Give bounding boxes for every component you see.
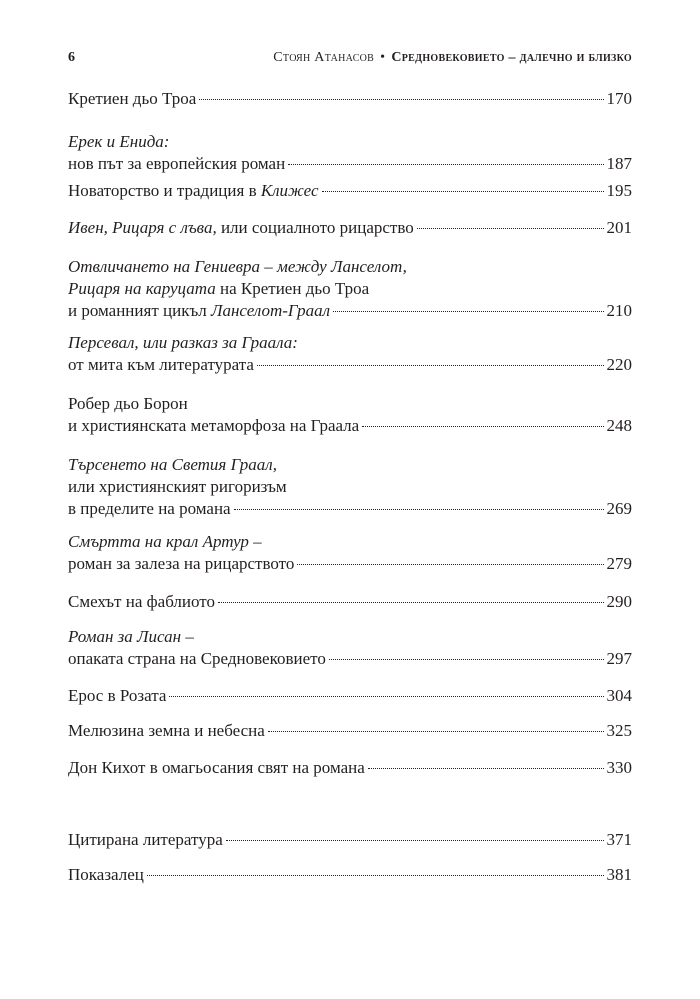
italic-title-segment: Персевал, или разказ за Граала:: [68, 333, 298, 352]
title-segment: в пределите на романа: [68, 499, 231, 518]
toc-entry-title: [68, 591, 215, 613]
toc-page-number: 279: [606, 554, 632, 573]
toc-entry[interactable]: [68, 131, 632, 175]
toc-entry-last-line: [68, 685, 632, 707]
toc-page-number: 210: [606, 301, 632, 320]
toc-entry-title: [68, 648, 326, 670]
running-head-title: [273, 50, 632, 66]
toc-entry-title: [68, 300, 330, 322]
title-segment: от мита към литературата: [68, 355, 254, 374]
toc-entry-title: [68, 180, 319, 202]
title-segment: Смехът на фаблиото: [68, 592, 215, 611]
toc-entry-title: [68, 498, 231, 520]
toc-entry-line: [68, 256, 632, 278]
toc-entry-last-line: [68, 217, 632, 239]
italic-title-segment: Ивен, Рицаря с лъва,: [68, 218, 217, 237]
toc-entry-title: [68, 217, 414, 239]
toc-entry[interactable]: [68, 454, 632, 520]
dot-leader: [329, 659, 604, 660]
toc-entry-line: [68, 393, 632, 415]
toc-entry[interactable]: [68, 591, 632, 613]
title-segment: Робер дьо Борон: [68, 394, 188, 413]
toc-entry-line: [68, 476, 632, 498]
toc-entry-last-line: [68, 415, 632, 437]
italic-title-segment: Търсенето на Светия Граал,: [68, 455, 277, 474]
toc-entry-last-line: [68, 153, 632, 175]
toc-page-number: 201: [606, 218, 632, 237]
book-title: Средновековието – далечно и близко: [391, 50, 632, 65]
toc-entry-last-line: [68, 498, 632, 520]
toc-entry[interactable]: [68, 685, 632, 707]
toc-entry-title: [68, 532, 262, 551]
toc-entry[interactable]: [68, 829, 632, 851]
toc-entry-line: [68, 626, 632, 648]
toc-entry[interactable]: [68, 531, 632, 575]
toc-entry[interactable]: [68, 256, 632, 322]
toc-entry-title: [68, 257, 407, 276]
title-segment: Мелюзина земна и небесна: [68, 721, 265, 740]
toc-entry[interactable]: [68, 757, 632, 779]
toc-entry-title: [68, 477, 287, 496]
toc-entry-last-line: [68, 829, 632, 851]
toc-page-number: 269: [606, 499, 632, 518]
italic-title-segment: Клижес: [260, 181, 319, 200]
italic-title-segment: Роман за Лисан –: [68, 627, 194, 646]
title-segment: и романният цикъл: [68, 301, 211, 320]
toc-entry-line: [68, 454, 632, 476]
dot-leader: [234, 509, 604, 510]
title-segment: Новаторство и традиция в: [68, 181, 261, 200]
toc-entry[interactable]: [68, 332, 632, 376]
toc-entry-last-line: [68, 757, 632, 779]
title-segment: Ерос в Розата: [68, 686, 167, 705]
dot-leader: [417, 228, 604, 229]
toc-page-number: 187: [606, 154, 632, 173]
italic-title-segment: Рицаря на каруцата: [68, 279, 216, 298]
toc-page-number: 371: [606, 830, 632, 849]
toc-entry[interactable]: [68, 626, 632, 670]
toc-entry-last-line: [68, 720, 632, 742]
toc-entry-title: [68, 829, 223, 851]
toc-entry-line: [68, 278, 632, 300]
dot-leader: [169, 696, 603, 697]
toc-entry-last-line: [68, 354, 632, 376]
toc-entry-title: [68, 864, 144, 886]
toc-entry[interactable]: [68, 720, 632, 742]
toc-entry[interactable]: [68, 180, 632, 202]
italic-title-segment: Ланселот-Граал: [210, 301, 331, 320]
dot-leader: [322, 191, 604, 192]
toc-page-number: 170: [606, 89, 632, 108]
title-segment: Дон Кихот в омагьосания свят на романа: [68, 758, 365, 777]
italic-title-segment: Ерек и Енида:: [68, 132, 170, 151]
toc-entry-line: [68, 531, 632, 553]
toc-entry-title: [68, 354, 254, 376]
author-name: Стоян Атанасов: [273, 50, 375, 65]
dot-leader: [368, 768, 604, 769]
dot-leader: [333, 311, 603, 312]
toc-entry-last-line: [68, 591, 632, 613]
toc-entry-title: [68, 415, 359, 437]
toc-page-number: 330: [606, 758, 632, 777]
dot-leader: [362, 426, 603, 427]
title-segment: или социалното рицарство: [216, 218, 414, 237]
toc-entry-title: [68, 132, 169, 151]
title-segment: и християнската метаморфоза на Граала: [68, 416, 360, 435]
italic-title-segment: Смъртта на крал Артур –: [68, 532, 262, 551]
toc-entry-last-line: [68, 88, 632, 110]
toc-entry-last-line: [68, 648, 632, 670]
toc-entry-line: [68, 332, 632, 354]
toc-page-number: 290: [606, 592, 632, 611]
title-segment: нов път за европейския роман: [68, 154, 286, 173]
toc-entry-title: [68, 720, 265, 742]
toc-page-number: 325: [606, 721, 632, 740]
toc-page-number: 220: [606, 355, 632, 374]
dot-leader: [257, 365, 604, 366]
title-segment: или християнският ригоризъм: [68, 477, 287, 496]
title-segment: опаката страна на Средновековието: [68, 649, 326, 668]
bullet-separator: •: [380, 50, 386, 65]
toc-entry[interactable]: [68, 864, 632, 886]
title-segment: Показалец: [68, 865, 144, 884]
dot-leader: [297, 564, 603, 565]
toc-entry-title: [68, 757, 365, 779]
toc-page-number: 381: [606, 865, 632, 884]
running-head: [68, 50, 632, 70]
dot-leader: [218, 602, 604, 603]
dot-leader: [268, 731, 604, 732]
toc-entry-title: [68, 394, 188, 413]
title-segment: Цитирана литература: [68, 830, 223, 849]
toc-entry-title: [68, 333, 298, 352]
toc-entry-title: [68, 685, 166, 707]
dot-leader: [288, 164, 603, 165]
toc-entry[interactable]: [68, 217, 632, 239]
toc-entry-last-line: [68, 180, 632, 202]
toc-page-number: 195: [606, 181, 632, 200]
toc-entry-last-line: [68, 553, 632, 575]
dot-leader: [147, 875, 604, 876]
toc-page-number: 248: [606, 416, 632, 435]
toc-entry-last-line: [68, 864, 632, 886]
toc-page-number: 304: [606, 686, 632, 705]
toc-entry-title: [68, 553, 294, 575]
toc-entry[interactable]: [68, 88, 632, 110]
toc-entry-title: [68, 627, 194, 646]
toc-entry-line: [68, 131, 632, 153]
toc-entry-title: [68, 88, 196, 110]
toc-page-number: 297: [606, 649, 632, 668]
italic-title-segment: Отвличането на Гениевра – между Ланселот,: [68, 257, 407, 276]
toc-entry-title: [68, 279, 369, 298]
title-segment: Кретиен дьо Троа: [68, 89, 197, 108]
title-segment: на Кретиен дьо Троа: [215, 279, 370, 298]
page-number: 6: [68, 50, 76, 65]
toc-entry[interactable]: [68, 393, 632, 437]
title-segment: роман за залеза на рицарството: [68, 554, 295, 573]
dot-leader: [199, 99, 603, 100]
toc-entry-title: [68, 153, 285, 175]
dot-leader: [226, 840, 604, 841]
toc-entry-last-line: [68, 300, 632, 322]
toc-entry-title: [68, 455, 277, 474]
